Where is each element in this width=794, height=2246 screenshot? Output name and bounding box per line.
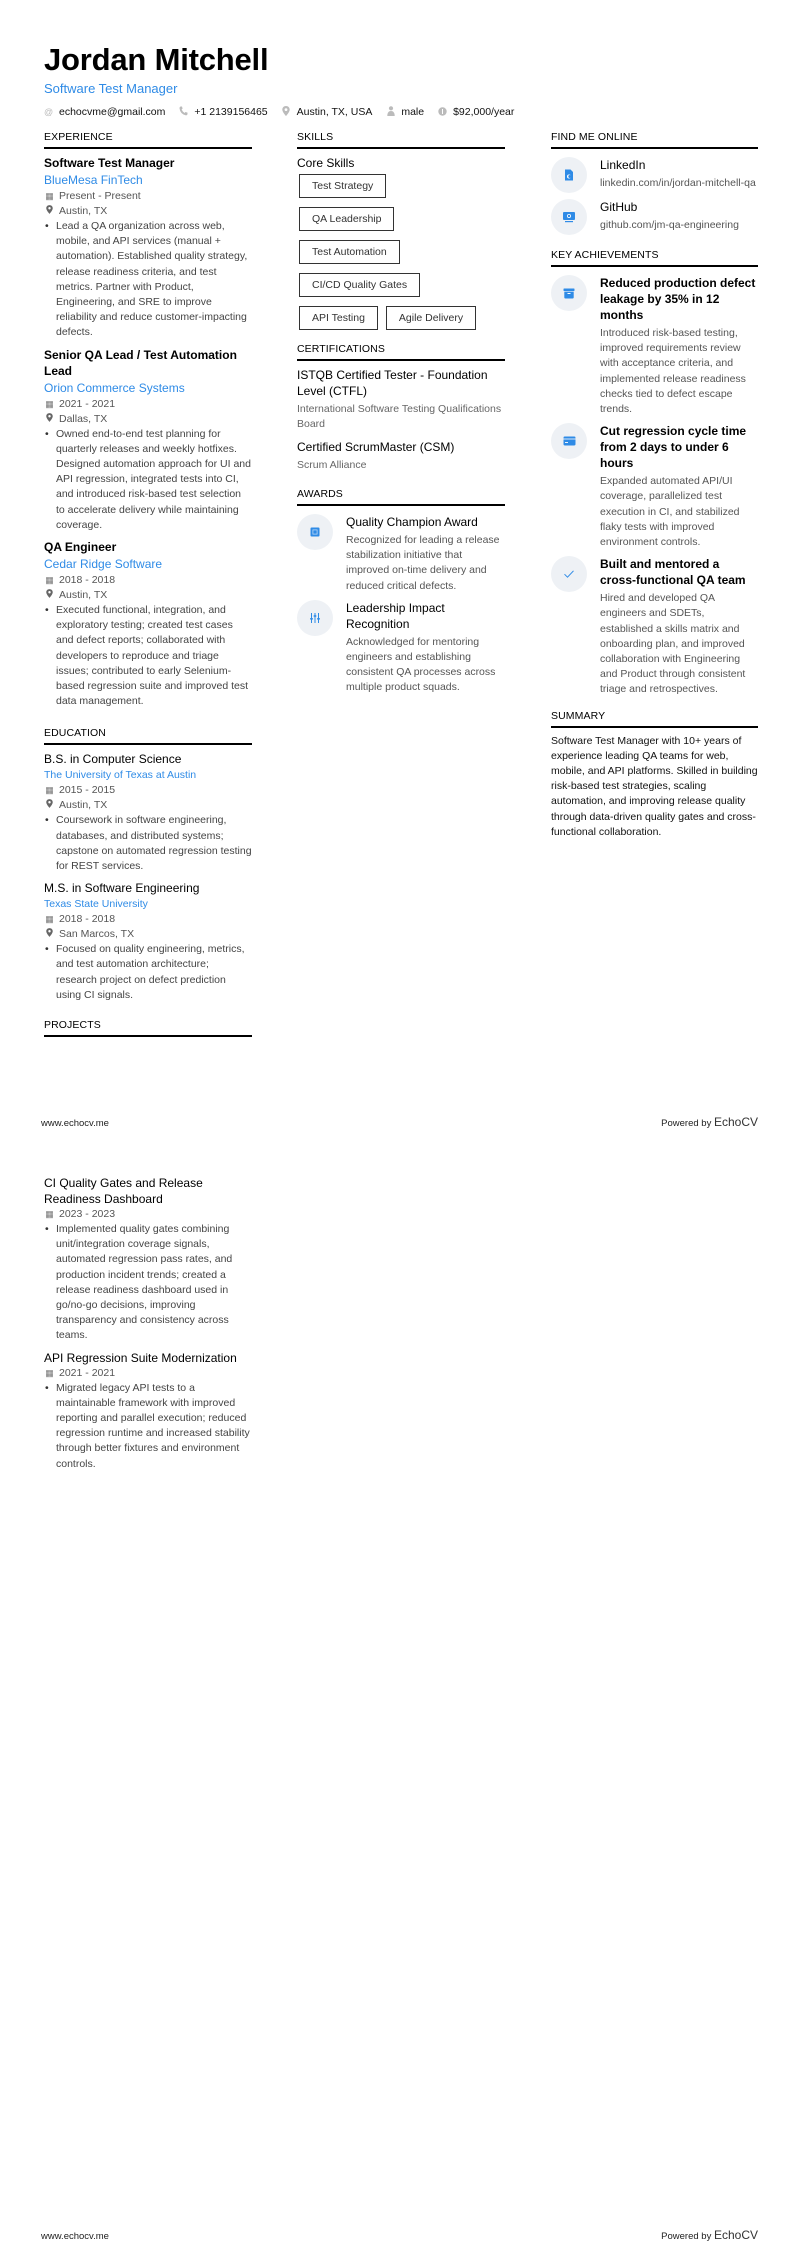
card-icon [551, 423, 587, 459]
achievement-entry [551, 275, 758, 417]
location-text: Dallas, TX [59, 412, 108, 425]
project-bullets [44, 1222, 252, 1344]
email-value: echocvme@gmail.com [59, 106, 166, 118]
powered-by-label: Powered by [661, 1118, 712, 1129]
project-entry [44, 1350, 252, 1472]
project-bullets [44, 1381, 252, 1472]
at-icon: @ [44, 107, 54, 117]
company-name: Orion Commerce Systems [44, 380, 185, 395]
candidate-role: Software Test Manager [44, 81, 178, 96]
calendar-icon: ▦ [45, 1209, 54, 1219]
phone-icon [179, 106, 188, 118]
certification-entry [297, 367, 505, 432]
achievement-title: Cut regression cycle time from 2 days to under 6 hours [600, 424, 747, 471]
footer-website[interactable]: www.echocv.me [41, 1118, 109, 1129]
dates-text: 2018 - 2018 [59, 913, 116, 926]
school-name: The University of Texas at Austin [44, 769, 197, 782]
job-bullets [44, 603, 252, 709]
section-title-achievements: KEY ACHIEVEMENTS [551, 249, 758, 267]
check-icon [551, 556, 587, 592]
bullet-item: • Owned end-to-end test planning for quarterly releases and weekly hotfixes. Designed automation approach for UI and API regression, integrated tests into CI, and introduced risk-based test selection to accelerate delivery while maintaining coverage. [44, 427, 252, 533]
contact-location [282, 106, 373, 118]
location-value: Austin, TX, USA [296, 106, 373, 118]
github-icon [551, 199, 587, 235]
contact-gender [386, 106, 424, 118]
award-entry [297, 514, 505, 594]
achievement-title: Reduced production defect leakage by 35% in 12 months [600, 276, 756, 322]
job-location [44, 588, 252, 603]
achievement-desc: Expanded automated API/UI coverage, parallelized test execution in CI, and stabilized flaky tests with improved environment controls. [600, 475, 740, 549]
profile-label: GitHub [600, 200, 638, 214]
gender-value: male [401, 106, 425, 118]
skill-tag: Test Strategy [299, 174, 386, 198]
location-pin-icon [44, 204, 55, 219]
sliders-icon [297, 600, 333, 636]
school-name: Texas State University [44, 898, 148, 911]
project-entry [44, 1175, 252, 1344]
bullet-item: • Migrated legacy API tests to a maintainable framework with improved reporting and parallel execution; reduced regression runtime and increased stability through better fixtures and environment controls. [44, 1381, 252, 1472]
projects-continued [44, 1175, 252, 1478]
edu-location [44, 927, 252, 942]
dates-text: 2021 - 2021 [59, 397, 116, 410]
page-footer [41, 1115, 758, 1129]
certification-entry [297, 439, 505, 473]
money-icon [438, 107, 447, 118]
location-text: Austin, TX [59, 799, 108, 812]
location-pin-icon [44, 798, 55, 813]
job-location [44, 412, 252, 427]
section-title-education: EDUCATION [44, 727, 252, 745]
cert-name: Certified ScrumMaster (CSM) [297, 440, 455, 454]
profile-label: LinkedIn [600, 158, 646, 172]
calendar-icon: ▦ [45, 914, 54, 925]
project-name: API Regression Suite Modernization [44, 1350, 237, 1365]
job-dates [44, 189, 252, 204]
project-dates [44, 1366, 252, 1381]
calendar-icon: ▦ [45, 398, 54, 409]
job-title: QA Engineer [44, 540, 117, 555]
section-title-skills: SKILLS [297, 131, 505, 149]
project-name: CI Quality Gates and Release Readiness Dashboard [44, 1176, 203, 1206]
award-entry [297, 600, 505, 696]
job-dates [44, 573, 252, 588]
job-location [44, 204, 252, 219]
achievement-entry [551, 556, 758, 697]
bullet-item: • Lead a QA organization across web, mobile, and API services (manual + automation). Established quality strategy, release readiness criteria, and test metrics. Partner with Product, Engineering, and SRE to improve reliability and reduce customer-impacting defects. [44, 219, 252, 341]
profile-url[interactable]: linkedin.com/in/jordan-mitchell-qa [600, 177, 756, 189]
bullet-item: • Executed functional, integration, and exploratory testing; created test cases and defect reports; collaborated with developers to reproduce and triage issues; contributed to early Selenium-based regression suite and improved test data management. [44, 603, 252, 709]
contact-bar [44, 106, 528, 118]
skill-tag: CI/CD Quality Gates [299, 273, 420, 297]
achievement-entry [551, 423, 758, 550]
salary-value: $92,000/year [453, 106, 515, 118]
location-pin-icon [44, 412, 55, 427]
cert-org: Scrum Alliance [297, 459, 367, 471]
project-dates [44, 1207, 252, 1222]
experience-entry [44, 155, 252, 341]
profile-url[interactable]: github.com/jm-qa-engineering [600, 219, 739, 231]
resume-header [44, 42, 528, 118]
skill-tag: Test Automation [299, 240, 400, 264]
achievement-desc: Introduced risk-based testing, improved requirements review with acceptance criteria, and implemented release readiness checks tied to defect escape trends. [600, 327, 746, 416]
bullet-item: • Coursework in software engineering, databases, and distributed systems; capstone on automated regression testing for REST services. [44, 813, 252, 874]
degree-name: M.S. in Software Engineering [44, 881, 200, 896]
archive-icon [551, 275, 587, 311]
bullet-item: • Focused on quality engineering, metrics, and test automation architecture; research project on defect prediction using CI signals. [44, 942, 252, 1003]
dates-text: 2023 - 2023 [59, 1208, 116, 1220]
location-icon [282, 106, 291, 118]
calendar-icon: ▦ [45, 785, 54, 796]
edu-dates [44, 912, 252, 927]
calendar-icon: ▦ [45, 575, 54, 586]
dates-text: Present - Present [59, 190, 141, 202]
achievement-desc: Hired and developed QA engineers and SDETs, established a skills matrix and onboarding plan, and improved collaboration with Engineering and Product through consistent triage and retrospectives. [600, 592, 746, 696]
section-title-online: FIND ME ONLINE [551, 131, 758, 149]
section-title-awards: AWARDS [297, 488, 505, 506]
job-bullets [44, 219, 252, 341]
award-title: Quality Champion Award [346, 515, 478, 529]
skill-tags [297, 174, 505, 339]
job-dates [44, 397, 252, 412]
candidate-name: Jordan Mitchell [44, 42, 269, 77]
footer-website[interactable]: www.echocv.me [41, 2231, 109, 2242]
online-profile-linkedin[interactable] [551, 157, 758, 193]
section-title-experience: EXPERIENCE [44, 131, 252, 149]
skill-group-label: Core Skills [297, 156, 355, 170]
job-bullets [44, 427, 252, 533]
chip-icon [297, 514, 333, 550]
edu-dates [44, 783, 252, 798]
brand-name[interactable]: EchoCV [713, 1115, 758, 1129]
contact-email[interactable] [44, 106, 165, 118]
edu-bullets [44, 813, 252, 874]
brand-name[interactable]: EchoCV [713, 2228, 758, 2242]
calendar-icon: ▦ [45, 191, 54, 201]
online-profile-github[interactable] [551, 199, 758, 235]
location-pin-icon [44, 588, 55, 603]
award-title: Leadership Impact Recognition [346, 600, 445, 631]
education-entry [44, 880, 252, 1003]
page-footer [41, 2228, 758, 2242]
edu-location [44, 798, 252, 813]
linkedin-icon [551, 157, 587, 193]
contact-phone[interactable] [179, 106, 267, 118]
company-name: Cedar Ridge Software [44, 557, 163, 572]
job-title: Software Test Manager [44, 156, 175, 170]
powered-by [661, 2228, 758, 2242]
achievement-title: Built and mentored a cross-functional QA team [600, 557, 746, 588]
right-column [551, 131, 758, 840]
skill-tag: QA Leadership [299, 207, 394, 231]
edu-bullets [44, 942, 252, 1003]
award-desc: Acknowledged for mentoring engineers and establishing consistent QA processes across multiple product squads. [346, 635, 496, 694]
skill-tag: Agile Delivery [386, 306, 476, 330]
summary-text: Software Test Manager with 10+ years of experience leading QA teams for web, mobile, and API platforms. Skilled in building risk-based test strategies, scaling automation, and improving release quality through data-driven quality gates and cross-functional collaboration. [551, 734, 758, 838]
dates-text: 2021 - 2021 [59, 1366, 116, 1379]
section-title-certifications: CERTIFICATIONS [297, 343, 505, 361]
left-column [44, 131, 252, 1043]
degree-name: B.S. in Computer Science [44, 752, 182, 767]
award-desc: Recognized for leading a release stabilization initiative that improved on-time delivery and reduced critical defects. [346, 534, 500, 592]
location-text: San Marcos, TX [59, 928, 135, 941]
phone-value: +1 2139156465 [194, 106, 268, 118]
location-text: Austin, TX [59, 205, 108, 217]
section-title-projects: PROJECTS [44, 1019, 252, 1037]
calendar-icon: ▦ [45, 1367, 54, 1378]
skill-tag: API Testing [299, 306, 378, 330]
location-text: Austin, TX [59, 589, 108, 602]
person-icon [386, 106, 395, 118]
middle-column [297, 131, 505, 702]
section-title-summary: SUMMARY [551, 710, 758, 728]
cert-name: ISTQB Certified Tester - Foundation Level (CTFL) [297, 368, 488, 398]
job-title: Senior QA Lead / Test Automation Lead [44, 347, 237, 378]
contact-salary [438, 106, 514, 118]
dates-text: 2018 - 2018 [59, 574, 116, 587]
location-pin-icon [44, 927, 55, 942]
education-entry [44, 751, 252, 874]
dates-text: 2015 - 2015 [59, 784, 116, 797]
cert-org: International Software Testing Qualifications Board [297, 403, 502, 430]
bullet-item: • Implemented quality gates combining unit/integration coverage signals, automated regression pass rates, and production incident trends; created a release readiness dashboard used in go/no-go decisions, improving transparency and consistency across teams. [44, 1222, 252, 1344]
powered-by-label: Powered by [661, 2231, 712, 2242]
experience-entry [44, 347, 252, 533]
experience-entry [44, 539, 252, 709]
company-name: BlueMesa FinTech [44, 173, 143, 187]
powered-by [661, 1115, 758, 1129]
